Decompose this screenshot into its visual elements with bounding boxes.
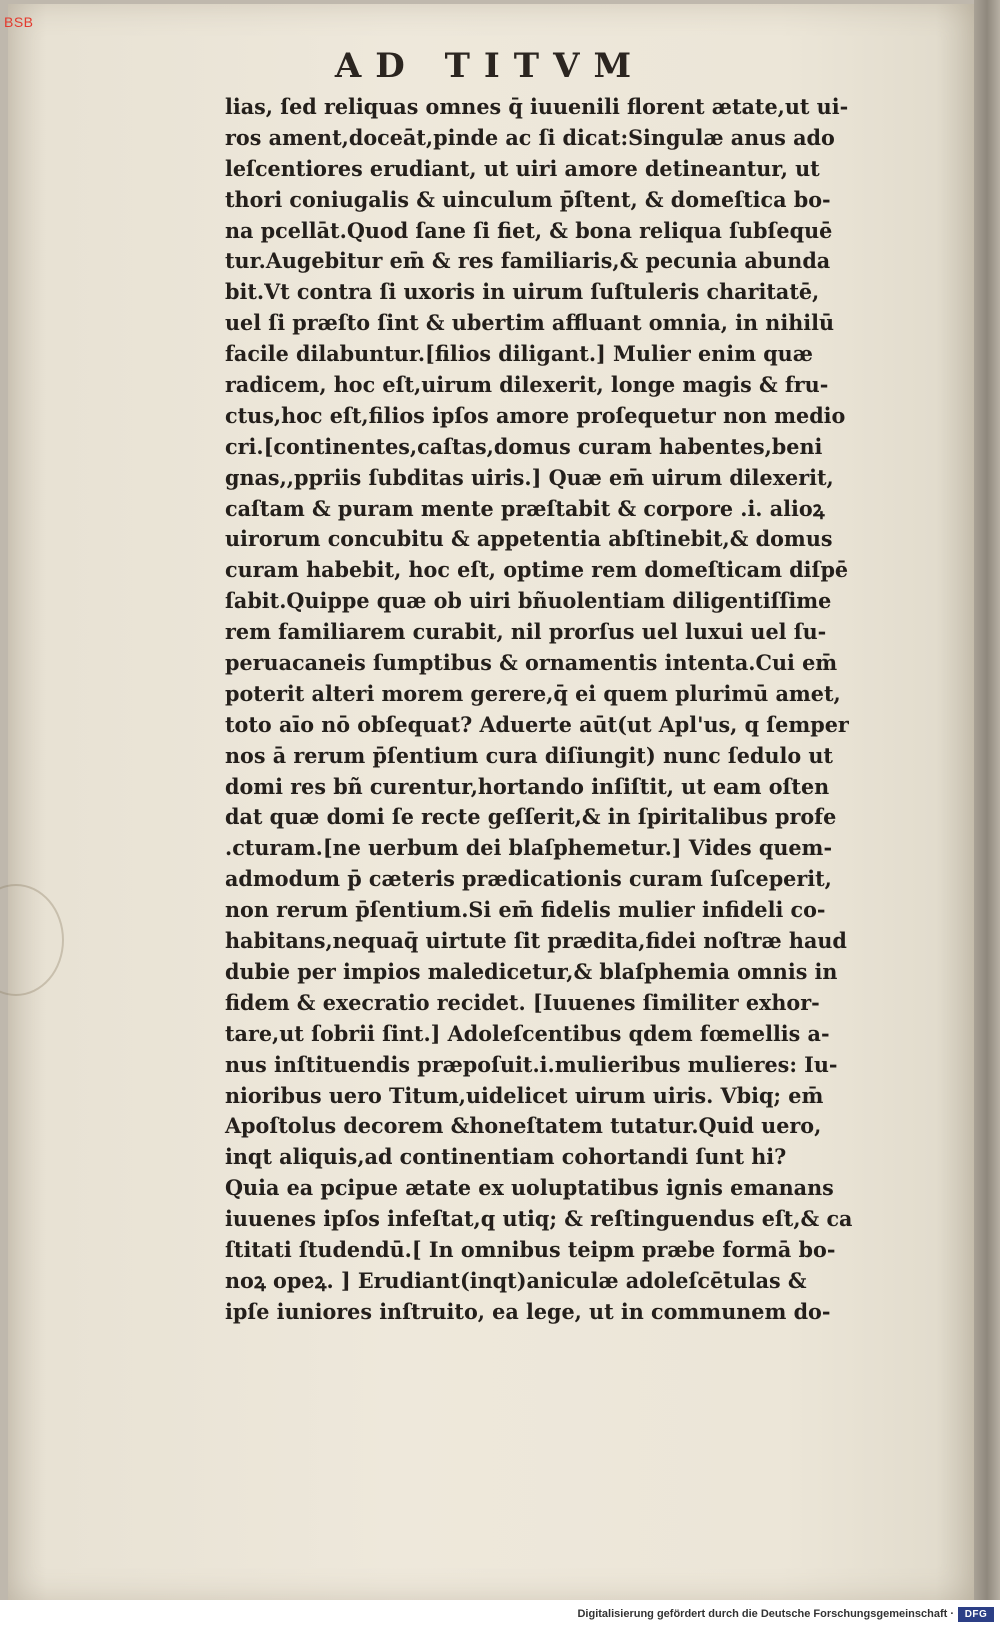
text-line: leſcentiores erudiant, ut uiri amore detineantur, ut — [225, 155, 820, 181]
footer-bar — [0, 1600, 1000, 1633]
text-line: .cturam.[ne uerbum dei blaſphemetur.] Vides quem- — [225, 835, 833, 861]
text-line: ctus,hoc eſt,filios ipſos amore proſequetur non medio — [225, 402, 846, 428]
dfg-logo[interactable]: DFG — [958, 1607, 994, 1622]
text-line: domi res bñ curentur,hortando inſiſtit, ut eam oſten — [225, 773, 830, 799]
text-line: radicem, hoc eſt,uirum dilexerit, longe magis & fru- — [225, 372, 829, 398]
text-line: bit.Vt contra ſi uxoris in uirum ſuſtuleris charitatē, — [225, 279, 820, 305]
text-line: fidem & execratio recidet. [Iuuenes ſimiliter exhor- — [225, 989, 820, 1015]
text-line: habitans,nequaq̄ uirtute ſit prædita,fidei noſtræ haud — [225, 928, 847, 954]
text-line: non rerum p̄ſentium.Si em̄ fidelis mulier infideli co- — [225, 897, 826, 923]
body-text — [225, 92, 925, 1328]
text-line: nus inſtituendis præpoſuit.i.mulieribus mulieres: Iu- — [225, 1051, 838, 1077]
text-line: caſtam & puram mente præſtabit & corpore .i. alioꝝ — [225, 495, 825, 521]
text-line: iuuenes ipſos infeſtat,q utiq; & reſtinguendus eſt,& ca — [225, 1206, 853, 1232]
text-line: peruacaneis ſumptibus & ornamentis intenta.Cui em̄ — [225, 650, 838, 676]
text-line: tare,ut ſobrii ſint.] Adoleſcentibus qdem fœmellis a- — [225, 1020, 830, 1046]
page-edge — [974, 0, 1000, 1600]
text-line: rem familiarem curabit, nil prorſus uel luxui uel ſu- — [225, 619, 827, 645]
text-line: dubie per impios maledicetur,& blaſphemia omnis in — [225, 958, 838, 984]
text-line: facile dilabuntur.[filios diligant.] Mulier enim quæ — [225, 341, 813, 367]
running-head: AD TITVM — [334, 46, 646, 86]
text-line: dat quæ domi ſe recte geſſerit,& in ſpiritalibus profe — [225, 804, 837, 830]
text-line: ros ament,doceāt,pinde ac ſi dicat:Singulæ anus ado — [225, 124, 835, 150]
text-line: tur.Augebitur em̄ & res familiaris,& pecunia abunda — [225, 248, 831, 274]
text-line: uel ſi præſto ſint & ubertim affluant omnia, in nihilū — [225, 310, 835, 336]
text-line: Quia ea pcipue ætate ex uoluptatibus ignis emanans — [225, 1175, 834, 1201]
text-line: uirorum concubitu & appetentia abſtinebit,& domus — [225, 526, 833, 552]
text-line: noꝝ opeꝝ. ] Erudiant(inqt)aniculæ adoleſcētulas & — [225, 1267, 807, 1293]
text-line: gnas,,ppriis ſubditas uiris.] Quæ em̄ uirum dilexerit, — [225, 464, 834, 490]
text-line: admodum p̄ cæteris prædicationis curam ſuſceperit, — [225, 866, 832, 892]
text-line: lias, ſed reliquas omnes q̄ iuuenili florent ætate,ut ui- — [225, 94, 849, 119]
text-line: ſabit.Quippe quæ ob uiri bñuolentiam diligentiſſime — [225, 588, 832, 614]
text-line: ſtitati ſtudendū.[ In omnibus teipm præbe formā bo- — [225, 1236, 836, 1262]
text-line: thori coniugalis & uinculum p̄ſtent, & domeſtica bo- — [225, 186, 831, 212]
footer-credit: Digitalisierung gefördert durch die Deutsche Forschungsgemeinschaft · — [577, 1608, 954, 1620]
text-line: curam habebit, hoc eſt, optime rem domeſticam diſpē — [225, 557, 849, 583]
text-line: nos ā rerum p̄ſentium cura diſiungit) nunc ſedulo ut — [225, 742, 834, 768]
text-line: na pcellāt.Quod ſane ſi fiet, & bona reliqua ſubſequē — [225, 217, 833, 243]
text-line: ipſe iuniores inſtruito, ea lege, ut in communem do- — [225, 1298, 831, 1324]
text-line: inqt aliquis,ad continentiam cohortandi ſunt hi? — [225, 1144, 787, 1170]
text-line: poterit alteri morem gerere,q̄ ei quem plurimū amet, — [225, 680, 841, 706]
page-fold-mark — [0, 884, 64, 996]
text-line: Apoſtolus decorem &honeſtatem tutatur.Quid uero, — [225, 1113, 822, 1139]
text-line: toto aīo nō obſequat? Aduerte aūt(ut Apl'us, q ſemper — [225, 711, 849, 737]
library-stamp: BSB — [4, 14, 34, 30]
text-line: nioribus uero Titum,uidelicet uirum uiris. Vbiq; em̄ — [225, 1082, 824, 1108]
text-line: cri.[continentes,caſtas,domus curam habentes,beni — [225, 433, 823, 459]
